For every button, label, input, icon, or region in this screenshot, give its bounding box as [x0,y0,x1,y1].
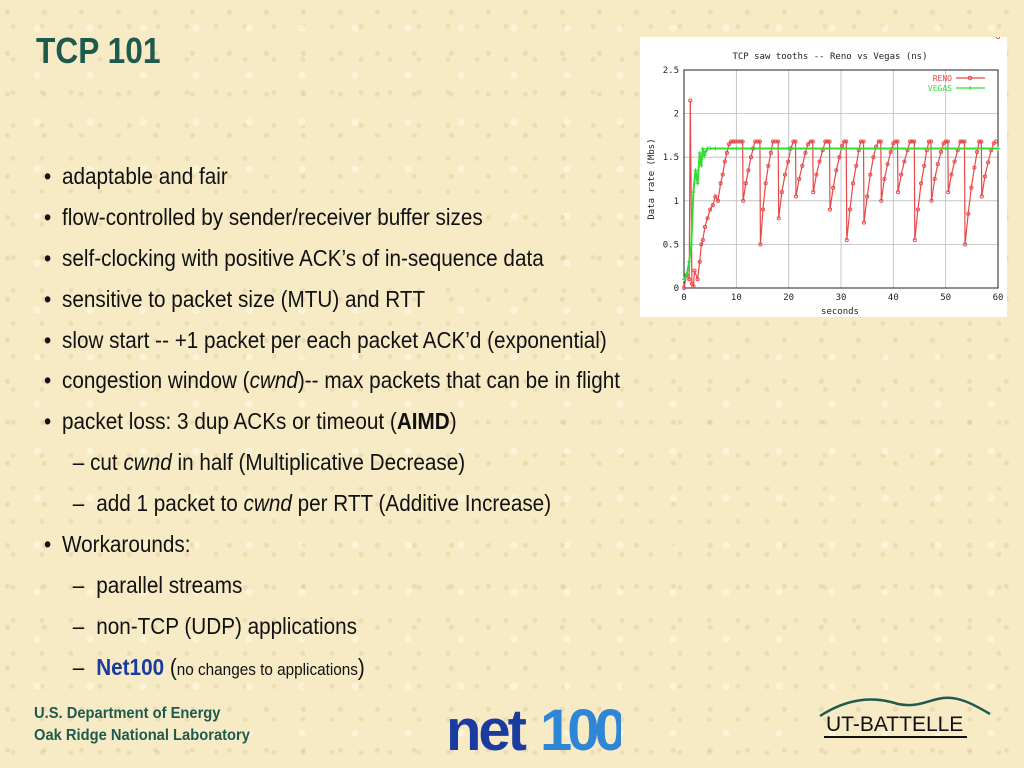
bullet-text: parallel streams [96,571,243,598]
bullet-text: )-- max packets that can be in flight [297,367,621,394]
bullet-dot: • [44,163,52,189]
bullet-text: no changes to applications [176,659,358,679]
bullet-text: add 1 packet to [96,490,244,517]
ut-battelle-logo [818,694,993,744]
y-tick-label: 2.5 [662,66,679,76]
data-point [696,181,700,185]
x-tick-label: 0 [681,293,687,303]
net100-text: Net100 [96,653,165,680]
data-point [713,146,717,150]
series-line [684,101,996,289]
bullet-text: cwnd [243,490,292,517]
logo-100-text: 100 [540,698,621,762]
bullet-dash: – [72,490,85,517]
bullet-list [44,156,724,688]
data-point [701,146,705,150]
bullet-text: congestion window ( [62,367,250,394]
data-point [691,190,695,194]
x-tick-label: 10 [730,293,742,303]
legend-label: RENO [932,74,952,83]
y-tick-label: 0.5 [662,240,679,251]
bullet-dot: • [44,408,52,435]
x-tick-label: 20 [783,293,795,303]
tcp-saw-tooth-chart [640,37,1007,317]
ut-battelle-text: UT-BATTELLE [824,714,967,738]
bullet-item [44,197,656,238]
bullet-text: flow-controlled by sender/receiver buffer sizes [62,203,483,230]
chart-x-label: seconds [821,307,859,317]
data-point [996,37,999,39]
bullet-item [44,156,656,197]
logo-net-text: net [446,698,524,762]
bullet-text: cwnd [249,367,298,394]
bullet-item [44,483,656,524]
bullet-dash: – [72,612,85,639]
bullet-text: self-clocking with positive ACK’s of in-sequence data [62,244,544,271]
bullet-item [44,647,656,688]
x-tick-label: 40 [887,293,899,303]
bullet-text: sensitive to packet size (MTU) and RTT [62,285,426,312]
chart-svg [640,37,1007,317]
bullet-item [44,524,656,565]
bullet-item [44,279,656,320]
bullet-dot: • [44,531,52,558]
data-point [698,151,702,155]
y-tick-label: 1 [673,196,679,207]
bullet-dot: • [44,244,52,271]
x-tick-label: 60 [992,293,1004,303]
bullet-text: cwnd [123,449,172,476]
bullet-text: ) [449,408,457,435]
bullet-text: adaptable and fair [62,163,228,189]
bullet-text: ) [357,653,365,680]
bullet-text: – cut [72,449,124,476]
chart-axes [663,66,1004,303]
bullet-item [44,401,656,442]
bullet-text: slow start -- +1 packet per each packet ACK’d (exponential) [62,326,607,353]
bullet-item [44,238,656,279]
bullet-item [44,565,656,606]
footer-org-line2: Oak Ridge National Laboratory [34,727,250,744]
data-point [996,146,1000,150]
bullet-dot: • [44,326,52,353]
slide-title: TCP 101 [36,30,161,71]
footer-org-line1: U.S. Department of Energy [34,705,221,722]
bullet-item [44,360,656,401]
bullet-item [44,606,656,647]
bullet-dot: • [44,285,52,312]
y-tick-label: 2 [673,109,679,120]
bullet-dot: • [44,367,52,394]
x-tick-label: 50 [940,293,952,303]
chart-y-label: Data rate (Mbs) [647,138,657,220]
legend-label: VEGAS [927,84,952,93]
y-tick-label: 0 [673,284,679,294]
net100-logo [446,696,621,767]
chart-legend [928,74,985,93]
x-tick-label: 30 [835,293,847,303]
data-point [687,260,691,264]
chart-title: TCP saw tooths -- Reno vs Vegas (ns) [732,52,928,62]
footer-organization [34,703,250,747]
data-point [944,146,948,150]
bullet-dot: • [44,203,52,230]
bullet-text: AIMD [396,408,450,435]
bullet-dash: – [72,653,85,680]
bullet-item [44,442,656,483]
bullet-text: per RTT (Additive Increase) [291,490,552,517]
y-tick-label: 1.5 [662,153,679,164]
bullet-text: in half (Multiplicative Decrease) [171,449,466,476]
legend-marker [968,86,972,90]
data-point [734,146,738,150]
bullet-dash: – [72,571,85,598]
bullet-text: Workarounds: [62,531,191,558]
data-point [708,146,712,150]
bullet-item [44,320,656,361]
bullet-text: non-TCP (UDP) applications [96,612,357,639]
bullet-text: packet loss: 3 dup ACKs or timeout ( [62,408,397,435]
data-point [694,168,698,172]
bullet-text: ( [164,653,177,680]
